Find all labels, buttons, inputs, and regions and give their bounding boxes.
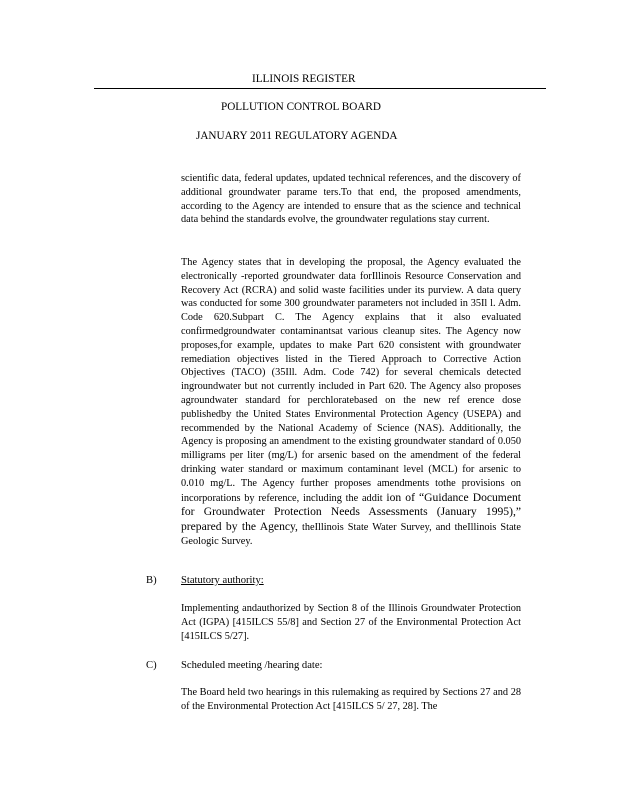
section-b-title: Statutory authority: <box>181 575 264 586</box>
section-b-body: Implementing andauthorized by Section 8 of the Illinois Groundwater Protection Act (IGPA) [415ILCS 55/8] and Section 27 of the Environmental Protection Act [415ILCS 5/27]. <box>181 603 521 642</box>
section-c-body: The Board held two hearings in this rulemaking as required by Sections 27 and 28 of the Environmental Protection Act [415ILCS 5/ 27, 28]. The <box>181 687 521 712</box>
header-rule <box>94 88 546 89</box>
register-title: ILLINOIS REGISTER <box>252 73 356 85</box>
survey-text: theIllinois State Water Survey, and theIllinois State Geologic Survey. <box>181 522 521 547</box>
section-c-title: Scheduled meeting /hearing date: <box>181 660 323 671</box>
proposal-text: The Agency states that in developing the proposal, the Agency evaluated the electronically -reported groundwater data forIllinois Resource Conservation and Recovery Act (RCRA) and solid waste facilities under its purview. A data query was conducted for some 300 groundwater parameters not included in 35Il l. Adm. Code 620.Subpart C. The Agency explains that it also evaluated confirmedgroundwater contaminantsat various cleanup sites. The Agency now proposes,for example, updates to make Part 620 consistent with groundwater remediation objectives listed in the Tiered Approach to Corrective Action Objectives (TACO) (35Ill. Adm. Code 742) for several chemicals detected ingroundwater but not currently included in Part 620. The Agency also proposes agroundwater standard for perchloratebased on the new ref erence dose publishedby the United States Environmental Protection Agency (USEPA) and recommended by the National Academy of Science (NAS). Additionally, the Agency is proposing an amendment to the existing groundwater standard of 0.050 milligrams per liter (mg/L) for arsenic based on the amendment of the federal drinking water standard or maximum contaminant level (MCL) for arsenic to 0.010 mg/L. The Agency further proposes amendments tothe provisions on incorporations by reference, including the addit <box>181 257 521 504</box>
paragraph-continuation: scientific data, federal updates, updated technical references, and the discovery of additional groundwater parame ters.To that end, the proposed amendments, according to the Agency are intended to ensure that as the science and technical data behind the standards evolve, the groundwater regulations stay current. <box>181 173 521 226</box>
board-title: POLLUTION CONTROL BOARD <box>221 101 381 113</box>
agenda-title: JANUARY 2011 REGULATORY AGENDA <box>196 130 398 142</box>
section-c-letter: C) <box>146 660 157 671</box>
guidance-document-text: ion of “Guidance Document for Groundwater Protection Needs Assessments (January 1995),” prepared by the Agency, <box>181 490 521 534</box>
paragraph-agency-proposal <box>181 256 521 549</box>
section-b-letter: B) <box>146 575 157 586</box>
